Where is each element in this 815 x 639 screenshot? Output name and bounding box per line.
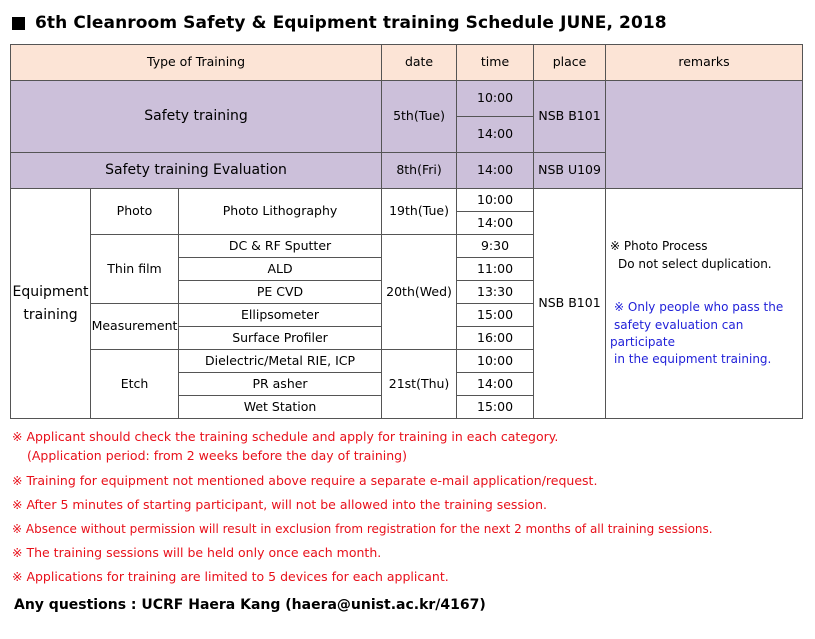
- safety-row-1: [11, 81, 803, 117]
- safety-remarks: [606, 81, 803, 189]
- category-measurement: Measurement: [91, 304, 179, 350]
- equipment-training-label: [11, 189, 91, 419]
- header-remarks: remarks: [606, 45, 803, 81]
- date-thin-film: 20th(Wed): [382, 235, 457, 350]
- note-apply-period: (Application period: from 2 weeks before the day of training): [27, 448, 407, 464]
- time-wet-station: 15:00: [457, 396, 534, 419]
- equipment-label-line2: training: [23, 306, 78, 323]
- safety-date: 5th(Tue): [382, 81, 457, 153]
- item-ald: ALD: [179, 258, 382, 281]
- time-photo-2: 14:00: [457, 212, 534, 235]
- time-pecvd: 13:30: [457, 281, 534, 304]
- date-etch: 21st(Thu): [382, 350, 457, 419]
- schedule-table: [10, 44, 803, 419]
- time-pr-asher: 14:00: [457, 373, 534, 396]
- date-photo: 19th(Tue): [382, 189, 457, 235]
- item-pr-asher: PR asher: [179, 373, 382, 396]
- time-rie-icp: 10:00: [457, 350, 534, 373]
- header-time: time: [457, 45, 534, 81]
- time-sputter: 9:30: [457, 235, 534, 258]
- category-photo: Photo: [91, 189, 179, 235]
- item-surface-profiler: Surface Profiler: [179, 327, 382, 350]
- table-row: [11, 189, 803, 212]
- time-ald: 11:00: [457, 258, 534, 281]
- equipment-place: NSB B101: [534, 189, 606, 419]
- item-rie-icp: Dielectric/Metal RIE, ICP: [179, 350, 382, 373]
- evaluation-time: 14:00: [457, 153, 534, 189]
- note-late-arrival: ※ After 5 minutes of starting participant, will not be allowed into the training session.: [12, 497, 547, 513]
- note-once-monthly: ※ The training sessions will be held only once each month.: [12, 545, 382, 561]
- item-photo-lithography: Photo Lithography: [179, 189, 382, 235]
- notes-section: [12, 427, 807, 587]
- evaluation-place: NSB U109: [534, 153, 606, 189]
- page-title-text: 6th Cleanroom Safety & Equipment training Schedule JUNE, 2018: [35, 13, 667, 33]
- note-absence: ※ Absence without permission will result in exclusion from registration for the next 2 months of all training sessions.: [12, 521, 713, 536]
- time-photo-1: 10:00: [457, 189, 534, 212]
- page-title: [12, 8, 667, 38]
- header-type: Type of Training: [11, 45, 382, 81]
- equipment-label-line1: Equipment: [12, 284, 89, 301]
- safety-time-1: 10:00: [457, 81, 534, 117]
- equipment-remarks: [606, 189, 803, 419]
- item-ellipsometer: Ellipsometer: [179, 304, 382, 327]
- safety-place: NSB B101: [534, 81, 606, 153]
- note-separate-request: ※ Training for equipment not mentioned above require a separate e-mail application/request.: [12, 472, 598, 488]
- category-thin-film: Thin film: [91, 235, 179, 304]
- item-pecvd: PE CVD: [179, 281, 382, 304]
- safety-training-label: Safety training: [11, 81, 382, 153]
- category-etch: Etch: [91, 350, 179, 419]
- remark-photo-process: ※ Photo Process Do not select duplication.: [610, 239, 772, 271]
- evaluation-label: Safety training Evaluation: [11, 153, 382, 189]
- item-wet-station: Wet Station: [179, 396, 382, 419]
- evaluation-date: 8th(Fri): [382, 153, 457, 189]
- square-bullet-icon: [12, 17, 25, 30]
- note-apply: ※ Applicant should check the training schedule and apply for training in each category.: [12, 429, 559, 444]
- header-place: place: [534, 45, 606, 81]
- remark-equipment-eligibility: ※ Only people who pass the safety evaluation can participate in the equipment training.: [610, 300, 784, 367]
- note-device-limit: ※ Applications for training are limited to 5 devices for each applicant.: [12, 569, 449, 585]
- header-row: [11, 45, 803, 81]
- time-surface-profiler: 16:00: [457, 327, 534, 350]
- header-date: date: [382, 45, 457, 81]
- item-sputter: DC & RF Sputter: [179, 235, 382, 258]
- safety-time-2: 14:00: [457, 117, 534, 153]
- time-ellipsometer: 15:00: [457, 304, 534, 327]
- contact-info: Any questions : UCRF Haera Kang (haera@unist.ac.kr/4167): [14, 597, 486, 613]
